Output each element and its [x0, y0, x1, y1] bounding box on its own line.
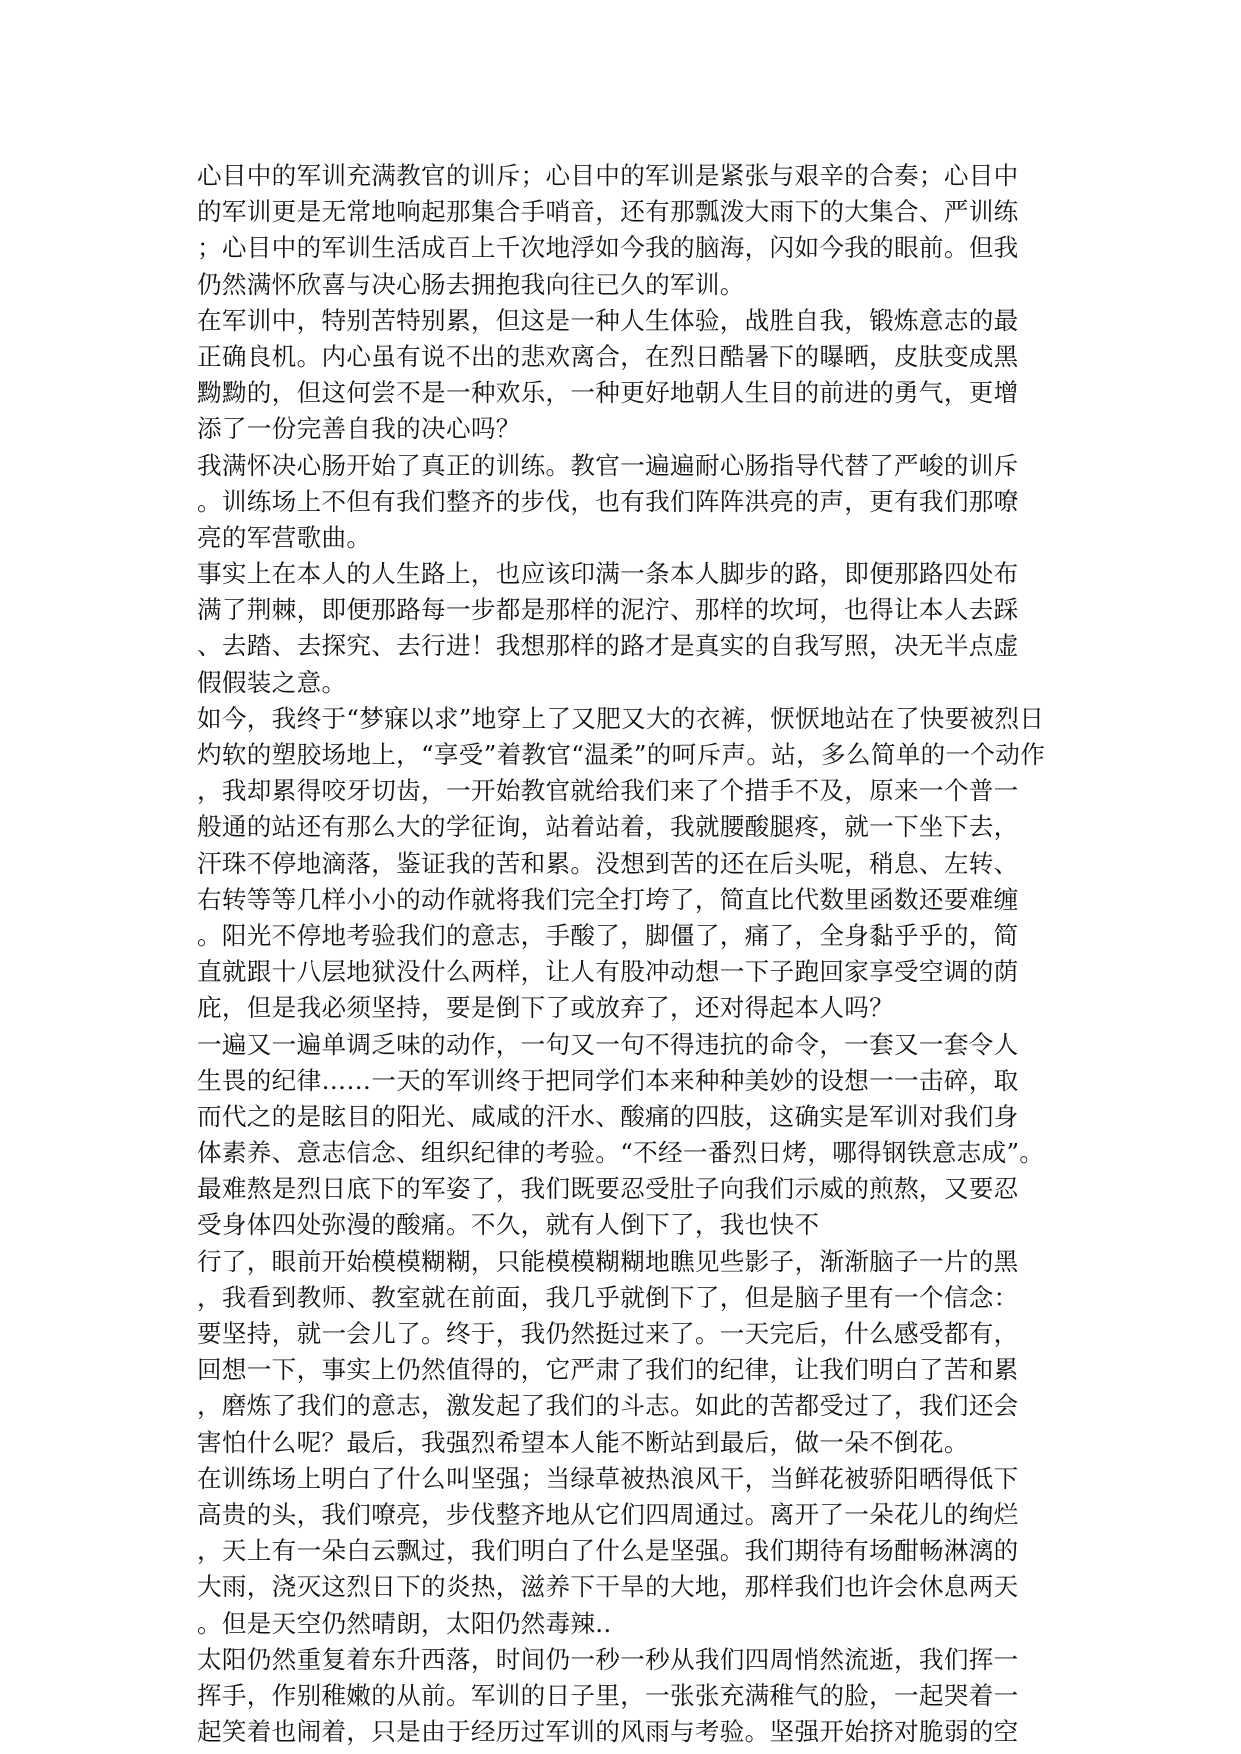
text-line: 如今，我终于“梦寐以求”地穿上了又肥又大的衣裤，恹恹地站在了快要被烈日: [197, 703, 1045, 733]
text-line: 仍然满怀欣喜与决心肠去拥抱我向往已久的军训。: [197, 269, 745, 299]
text-line: 直就跟十八层地狱没什么两样，让人有股冲动想一下子跑回家享受空调的荫: [197, 957, 1019, 987]
body-text: [197, 158, 1057, 1750]
text-line: 般通的站还有那么大的学征询，站着站着，我就腰酸腿疼，就一下坐下去，: [197, 812, 1019, 842]
text-line: 高贵的头，我们嘹亮，步伐整齐地从它们四周通过。离开了一朵花儿的绚烂: [197, 1499, 1019, 1529]
text-line: 。阳光不停地考验我们的意志，手酸了，脚僵了，痛了，全身黏乎乎的，简: [197, 920, 1019, 950]
text-line: 在训练场上明白了什么叫坚强；当绿草被热浪风干，当鲜花被骄阳晒得低下: [197, 1463, 1019, 1493]
text-line: ，我看到教师、教室就在前面，我几乎就倒下了，但是脑子里有一个信念：: [197, 1282, 1019, 1312]
text-line: 庇，但是我必须坚持，要是倒下了或放弃了，还对得起本人吗？: [197, 993, 895, 1023]
text-line: 、去踏、去探究、去行进！我想那样的路才是真实的自我写照，决无半点虚: [197, 631, 1019, 661]
text-line: 行了，眼前开始模模糊糊，只能模模糊糊地瞧见些影子，渐渐脑子一片的黑: [197, 1246, 1019, 1276]
text-line: 回想一下，事实上仍然值得的，它严肃了我们的纪律，让我们明白了苦和累: [197, 1355, 1019, 1385]
text-line: 正确良机。内心虽有说不出的悲欢离合，在烈日酷暑下的曝晒，皮肤变成黑: [197, 341, 1019, 371]
text-line: 的军训更是无常地响起那集合手哨音，还有那瓢泼大雨下的大集合、严训练: [197, 197, 1019, 227]
text-line: 汗珠不停地滴落，鉴证我的苦和累。没想到苦的还在后头呢，稍息、左转、: [197, 848, 1019, 878]
text-line: 生畏的纪律……一天的军训终于把同学们本来种种美妙的设想一一击碎，取: [197, 1065, 1019, 1095]
text-line: 最难熬是烈日底下的军姿了，我们既要忍受肚子向我们示威的煎熬，又要忍: [197, 1174, 1019, 1204]
text-line: 要坚持，就一会儿了。终于，我仍然挺过来了。一天完后，什么感受都有，: [197, 1319, 1019, 1348]
text-line: 心目中的军训充满教官的训斥；心目中的军训是紧张与艰辛的合奏；心目中: [197, 161, 1019, 190]
text-line: 。训练场上不但有我们整齐的步伐，也有我们阵阵洪亮的声，更有我们那嘹: [197, 486, 1019, 516]
text-line: 假假装之意。: [197, 667, 347, 697]
text-line: 而代之的是眩目的阳光、咸咸的汗水、酸痛的四肢，这确实是军训对我们身: [197, 1101, 1019, 1131]
text-line: 黝黝的，但这何尝不是一种欢乐，一种更好地朝人生目的前进的勇气，更增: [197, 378, 1019, 408]
text-line: 事实上在本人的人生路上，也应该印满一条本人脚步的路，即便那路四处布: [197, 559, 1019, 589]
text-line: 我满怀决心肠开始了真正的训练。教官一遍遍耐心肠指导代替了严峻的训斥: [197, 450, 1019, 480]
text-line: 在军训中，特别苦特别累，但这是一种人生体验，战胜自我，锻炼意志的最: [197, 305, 1019, 335]
text-line: ；心目中的军训生活成百上千次地浮如今我的脑海，闪如今我的眼前。但我: [197, 233, 1019, 263]
text-line: ，天上有一朵白云飘过，我们明白了什么是坚强。我们期待有场酣畅淋漓的: [197, 1536, 1019, 1566]
text-line: 挥手，作别稚嫩的从前。军训的日子里，一张张充满稚气的脸，一起哭着一: [197, 1680, 1019, 1710]
text-line: 太阳仍然重复着东升西落，时间仍一秒一秒从我们四周悄然流逝，我们挥一: [197, 1644, 1019, 1674]
text-line: 体素养、意志信念、组织纪律的考验。“不经一番烈日烤，哪得钢铁意志成”。: [197, 1138, 1045, 1168]
text-line: 大雨，浇灭这烈日下的炎热，滋养下干旱的大地，那样我们也许会休息两天: [197, 1572, 1019, 1602]
text-line: 灼软的塑胶场地上，“享受”着教官“温柔”的呵斥声。站，多么简单的一个动作: [197, 740, 1046, 769]
text-line: ，磨炼了我们的意志，激发起了我们的斗志。如此的苦都受过了，我们还会: [197, 1391, 1019, 1421]
text-line: 亮的军营歌曲。: [197, 522, 372, 552]
text-line: 一遍又一遍单调乏味的动作，一句又一句不得违抗的命令，一套又一套令人: [197, 1029, 1019, 1059]
text-line: 害怕什么呢？最后，我强烈希望本人能不断站到最后，做一朵不倒花。: [197, 1427, 969, 1457]
text-line: 添了一份完善自我的决心吗？: [197, 414, 521, 444]
text-line: 起笑着也闹着，只是由于经历过军训的风雨与考验。坚强开始挤对脆弱的空: [197, 1717, 1019, 1747]
text-line: ，我却累得咬牙切齿，一开始教官就给我们来了个措手不及，原来一个普一: [197, 776, 1019, 806]
text-line: 受身体四处弥漫的酸痛。不久，就有人倒下了，我也快不: [197, 1210, 820, 1240]
text-line: 。但是天空仍然晴朗，太阳仍然毒辣..: [197, 1608, 612, 1638]
text-line: 满了荆棘，即便那路每一步都是那样的泥泞、那样的坎坷，也得让本人去踩: [197, 595, 1019, 625]
text-line: 右转等等几样小小的动作就将我们完全打垮了，简直比代数里函数还要难缠: [197, 884, 1019, 914]
